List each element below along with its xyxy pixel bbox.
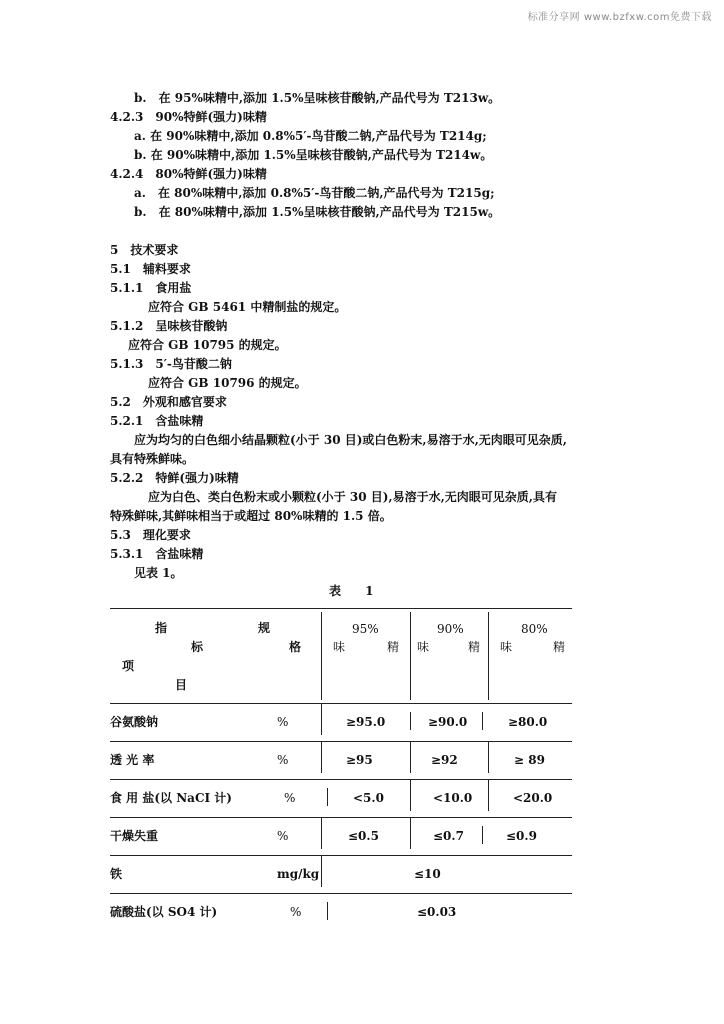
row-name: 食 用 盐(以 NaCI 计) xyxy=(110,791,232,805)
table-divider xyxy=(488,741,489,773)
row-unit: % xyxy=(290,905,302,919)
row-value: ≥80.0 xyxy=(508,715,548,729)
table-rule xyxy=(110,703,572,704)
table-divider xyxy=(482,826,483,844)
row-unit: % xyxy=(277,715,289,729)
table-divider xyxy=(321,612,322,700)
table-rule xyxy=(110,741,572,742)
section-heading: 5 技术要求 xyxy=(110,243,179,257)
header-95: 95% xyxy=(352,622,379,636)
table-divider xyxy=(321,703,322,735)
text-line: b. 在 80%味精中,添加 1.5%呈味核苷酸钠,产品代号为 T215w。 xyxy=(134,205,501,219)
table-caption: 表 1 xyxy=(329,584,384,598)
table-divider xyxy=(410,779,411,811)
row-value: ≥92 xyxy=(431,753,458,767)
section-heading: 5.3 理化要求 xyxy=(110,528,191,542)
header-jing: 精 xyxy=(387,640,400,654)
table-divider xyxy=(410,817,411,849)
header-zhi: 指 xyxy=(155,621,168,635)
header-wei: 味 xyxy=(333,640,346,654)
row-unit: % xyxy=(277,829,289,843)
row-value-merged: ≤0.03 xyxy=(417,905,457,919)
row-value: <20.0 xyxy=(513,791,553,805)
table-divider xyxy=(410,741,411,773)
row-unit: % xyxy=(277,753,289,767)
text-line: 见表 1。 xyxy=(134,566,183,580)
section-heading: 5.2.1 含盐味精 xyxy=(110,414,204,428)
header-jing: 精 xyxy=(468,640,481,654)
row-value: ≥ 89 xyxy=(514,753,545,767)
table-divider xyxy=(410,612,411,700)
row-unit: mg/kg xyxy=(277,867,320,881)
row-value: ≤0.9 xyxy=(506,829,537,843)
text-line: a. 在 80%味精中,添加 0.8%5′-鸟苷酸二钠,产品代号为 T215g; xyxy=(134,186,495,200)
header-jing: 精 xyxy=(553,640,566,654)
table-rule xyxy=(110,855,572,856)
header-90: 90% xyxy=(437,622,464,636)
section-heading: 5.1.2 呈味核苷酸钠 xyxy=(110,319,228,333)
header-mu: 目 xyxy=(175,678,188,692)
text-line: 应为均匀的白色细小结晶颗粒(小于 30 目)或白色粉末,易溶于水,无肉眼可见杂质, xyxy=(134,433,567,447)
row-name: 干燥失重 xyxy=(110,829,159,843)
text-line: 具有特殊鲜味。 xyxy=(110,452,195,466)
row-value: ≥90.0 xyxy=(428,715,468,729)
row-name: 透 光 率 xyxy=(110,753,155,767)
row-value-merged: ≤10 xyxy=(414,867,441,881)
text-line: b. 在 95%味精中,添加 1.5%呈味核苷酸钠,产品代号为 T213w。 xyxy=(134,91,501,105)
header-xiang: 项 xyxy=(122,659,135,673)
text-line: 应为白色、类白色粉末或小颗粒(小于 30 目),易溶于水,无肉眼可见杂质,具有 xyxy=(148,490,557,504)
row-name: 铁 xyxy=(110,867,123,881)
section-heading: 5.3.1 含盐味精 xyxy=(110,547,204,561)
row-value: ≤0.7 xyxy=(433,829,464,843)
table-rule xyxy=(110,893,572,894)
row-value: ≥95 xyxy=(346,753,373,767)
row-value: ≤0.5 xyxy=(348,829,379,843)
table-divider xyxy=(327,902,328,920)
header-wei: 味 xyxy=(417,640,430,654)
table-divider xyxy=(321,817,322,849)
row-unit: % xyxy=(284,791,296,805)
section-heading: 4.2.4 80%特鲜(强力)味精 xyxy=(110,167,267,181)
row-value: <5.0 xyxy=(353,791,384,805)
table-divider xyxy=(482,712,483,730)
header-ge: 格 xyxy=(289,640,302,654)
table-divider xyxy=(321,741,322,773)
header-biao: 标 xyxy=(191,640,204,654)
header-gui: 规 xyxy=(258,621,271,635)
header-80: 80% xyxy=(521,622,548,636)
row-name: 硫酸盐(以 SO4 计) xyxy=(110,905,218,919)
table-divider xyxy=(488,779,489,811)
section-heading: 4.2.3 90%特鲜(强力)味精 xyxy=(110,110,267,124)
text-line: b. 在 90%味精中,添加 1.5%呈味核苷酸钠,产品代号为 T214w。 xyxy=(134,148,493,162)
table-divider xyxy=(327,788,328,806)
row-value: <10.0 xyxy=(433,791,473,805)
text-line: 特殊鲜味,其鲜味相当于或超过 80%味精的 1.5 倍。 xyxy=(110,509,392,523)
watermark: 标准分享网 www.bzfxw.com免费下载 xyxy=(527,12,712,23)
text-line: 应符合 GB 10796 的规定。 xyxy=(148,376,307,390)
text-line: a. 在 90%味精中,添加 0.8%5′-鸟苷酸二钠,产品代号为 T214g; xyxy=(134,129,487,143)
table-divider xyxy=(321,855,322,887)
row-name: 谷氨酸钠 xyxy=(110,715,159,729)
table-rule xyxy=(110,817,572,818)
header-wei: 味 xyxy=(500,640,513,654)
text-line: 应符合 GB 10795 的规定。 xyxy=(128,338,287,352)
section-heading: 5.1 辅料要求 xyxy=(110,262,191,276)
section-heading: 5.2 外观和感官要求 xyxy=(110,395,227,409)
section-heading: 5.2.2 特鲜(强力)味精 xyxy=(110,471,239,485)
text-line: 应符合 GB 5461 中精制盐的规定。 xyxy=(148,300,347,314)
table-divider xyxy=(488,612,489,700)
table-rule xyxy=(110,608,572,609)
section-heading: 5.1.3 5′-鸟苷酸二钠 xyxy=(110,357,232,371)
table-rule xyxy=(110,779,572,780)
table-divider xyxy=(410,712,411,730)
row-value: ≥95.0 xyxy=(346,715,386,729)
section-heading: 5.1.1 食用盐 xyxy=(110,281,192,295)
